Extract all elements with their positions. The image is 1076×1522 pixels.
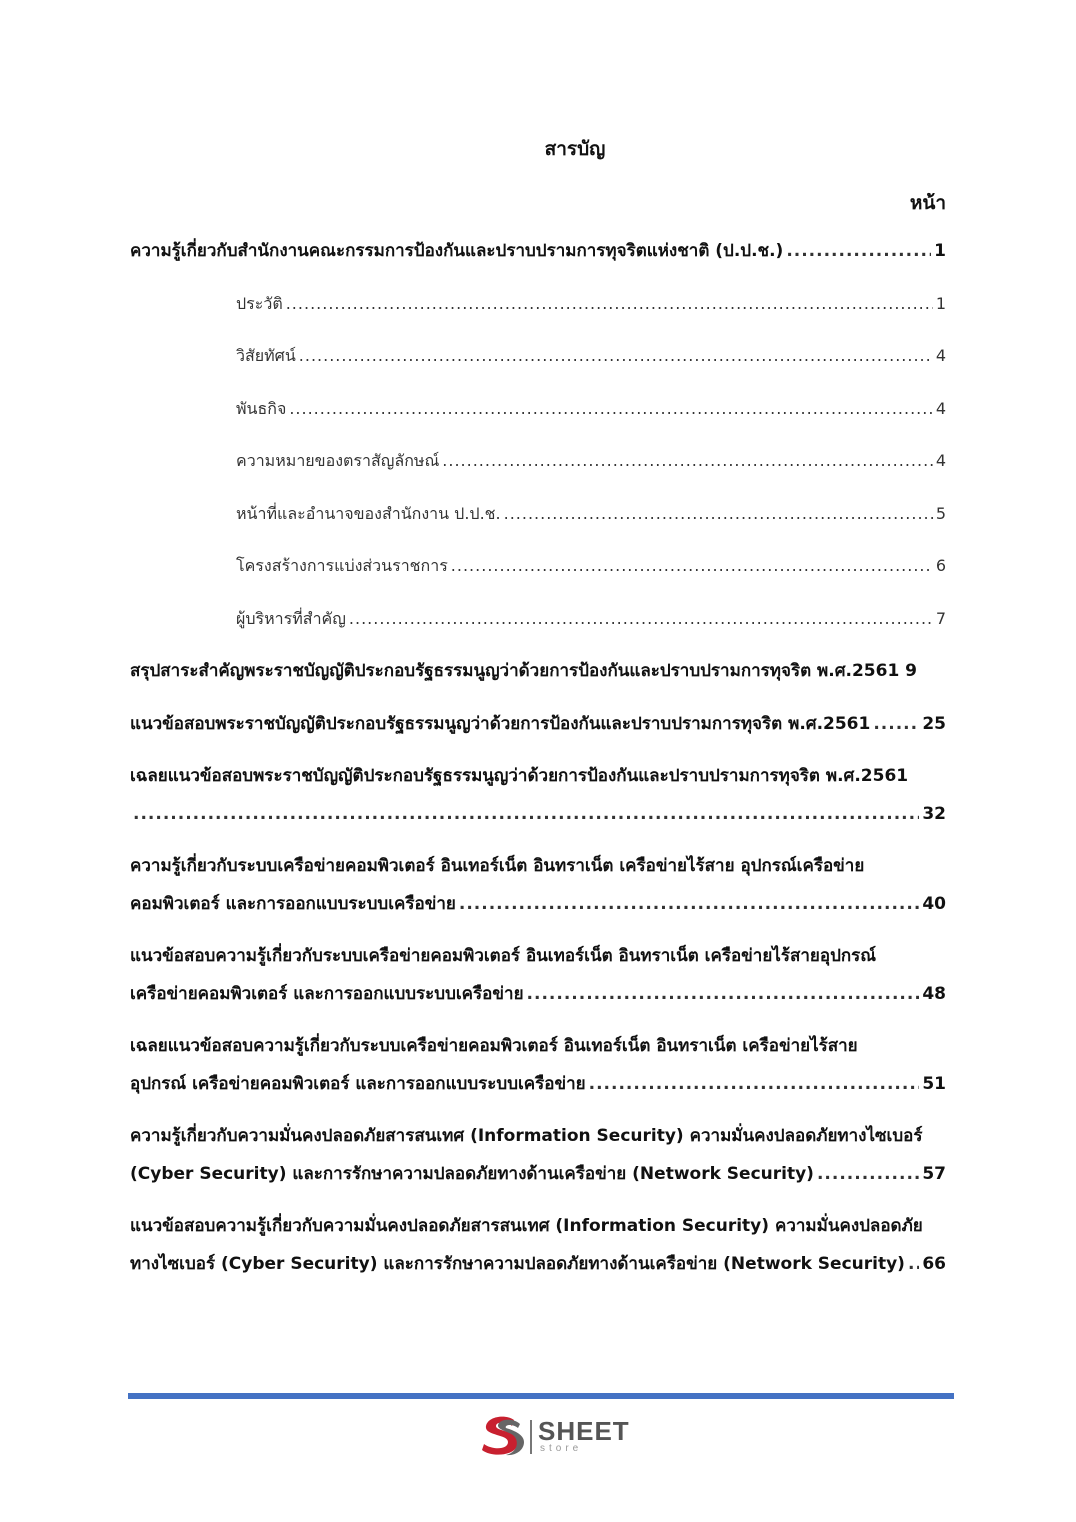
dot-leader — [589, 1065, 920, 1103]
toc-entry-text: หน้าที่และอำนาจของสำนักงาน ป.ป.ช. — [236, 504, 501, 523]
toc-entry-page: 51 — [922, 1074, 946, 1094]
toc-subentry — [236, 495, 946, 533]
toc-entry — [130, 1027, 946, 1103]
dot-leader — [299, 337, 933, 375]
toc-entry-page: 1 — [934, 241, 946, 261]
toc-subentry — [236, 547, 946, 585]
toc-entry-text-cont: คอมพิวเตอร์ และการออกแบบระบบเครือข่าย — [130, 894, 456, 914]
toc-entry-page: 4 — [935, 399, 946, 418]
toc-entry-page: 57 — [922, 1164, 946, 1184]
toc-subentry — [236, 337, 946, 375]
dot-leader — [286, 285, 933, 323]
toc-entry-page: 32 — [922, 804, 946, 824]
dot-leader — [908, 1245, 919, 1283]
toc-entry-text: วิสัยทัศน์ — [236, 346, 296, 365]
dot-leader — [289, 390, 933, 428]
dot-leader — [349, 600, 933, 638]
toc-entry-text-cont: เครือข่ายคอมพิวเตอร์ และการออกแบบระบบเครือข่าย — [130, 984, 524, 1004]
toc-entry-text-cont: ทางไซเบอร์ (Cyber Security) และการรักษาความปลอดภัยทางด้านเครือข่าย (Network Security) — [130, 1254, 905, 1274]
toc-entry-text-cont: (Cyber Security) และการรักษาความปลอดภัยทางด้านเครือข่าย (Network Security) — [130, 1164, 814, 1184]
toc-entry — [130, 757, 946, 833]
dot-leader — [873, 705, 919, 743]
toc-entry — [130, 652, 946, 690]
toc-entry-text: ผู้บริหารที่สำคัญ — [236, 609, 346, 628]
toc-entry — [130, 937, 946, 1013]
toc-entry-text: แนวข้อสอบความรู้เกี่ยวกับระบบเครือข่ายคอมพิวเตอร์ อินเทอร์เน็ต อินทราเน็ต เครือข่ายไร้สายอุปกรณ์ — [130, 946, 877, 966]
toc-entry — [130, 705, 946, 743]
toc-entry-page: 5 — [935, 504, 946, 523]
page-column-heading: หน้า — [909, 192, 946, 214]
toc-entry — [130, 232, 946, 270]
toc-entry — [130, 847, 946, 923]
toc-entry-text: แนวข้อสอบพระราชบัญญัติประกอบรัฐธรรมนูญว่าด้วยการป้องกันและปราบปรามการทุจริต พ.ศ.2561 — [130, 714, 871, 734]
dot-leader — [442, 442, 933, 480]
toc-subentry — [236, 390, 946, 428]
dot-leader — [504, 495, 933, 533]
toc-title: สารบัญ — [544, 138, 606, 160]
toc-entry-text: ความรู้เกี่ยวกับสำนักงานคณะกรรมการป้องกันและปราบปรามการทุจริตแห่งชาติ (ป.ป.ช.) — [130, 241, 784, 261]
toc-entry-page: 66 — [922, 1254, 946, 1274]
toc-entry-page: 48 — [922, 984, 946, 1004]
toc-entry-page: 25 — [922, 714, 946, 734]
toc-entry-page: 7 — [935, 609, 946, 628]
toc-entry-page: 4 — [935, 451, 946, 470]
toc-entry-page: 40 — [922, 894, 946, 914]
toc-entry-text: เฉลยแนวข้อสอบพระราชบัญญัติประกอบรัฐธรรมนูญว่าด้วยการป้องกันและปราบปรามการทุจริต พ.ศ.2561 — [130, 766, 909, 786]
toc-subentry — [236, 442, 946, 480]
footer-rule — [128, 1393, 954, 1399]
toc-entry-text: เฉลยแนวข้อสอบความรู้เกี่ยวกับระบบเครือข่ายคอมพิวเตอร์ อินเทอร์เน็ต อินทราเน็ต เครือข่ายไร้สาย — [130, 1036, 858, 1056]
toc-entry-page: 1 — [935, 294, 946, 313]
toc-entry-text: ความหมายของตราสัญลักษณ์ — [236, 451, 440, 470]
sheet-store-s-icon — [478, 1412, 528, 1458]
toc-subentry — [236, 600, 946, 638]
toc-entry-text: แนวข้อสอบความรู้เกี่ยวกับความมั่นคงปลอดภัยสารสนเทศ (Information Security) ความมั่นคงปลอดภัย — [130, 1216, 923, 1236]
toc-entry — [130, 1117, 946, 1193]
dot-leader — [817, 1155, 919, 1193]
logo-divider — [530, 1420, 532, 1454]
toc-entry-text: ความรู้เกี่ยวกับความมั่นคงปลอดภัยสารสนเทศ (Information Security) ความมั่นคงปลอดภัยทางไซเบอร์ — [130, 1126, 923, 1146]
sheet-store-logo — [478, 1412, 628, 1458]
toc-entry-text-cont: อุปกรณ์ เครือข่ายคอมพิวเตอร์ และการออกแบบระบบเครือข่าย — [130, 1074, 586, 1094]
toc-entry-text: ความรู้เกี่ยวกับระบบเครือข่ายคอมพิวเตอร์ อินเทอร์เน็ต อินทราเน็ต เครือข่ายไร้สาย อุปกรณ์เครือข่าย — [130, 856, 865, 876]
logo-subtext: store — [540, 1443, 583, 1454]
toc-entry-page: 6 — [935, 556, 946, 575]
dot-leader — [133, 795, 919, 833]
dot-leader — [786, 232, 931, 270]
dot-leader — [527, 975, 920, 1013]
toc-entry-text: พันธกิจ — [236, 399, 287, 418]
dot-leader — [459, 885, 919, 923]
toc-entry-text: โครงสร้างการแบ่งส่วนราชการ — [236, 556, 448, 575]
toc-entry — [130, 1207, 946, 1283]
toc-subentry — [236, 285, 946, 323]
toc-entry-text: สรุปสาระสำคัญพระราชบัญญัติประกอบรัฐธรรมนูญว่าด้วยการป้องกันและปราบปรามการทุจริต พ.ศ.2561 9 — [130, 661, 918, 681]
toc-entry-text: ประวัติ — [236, 294, 283, 313]
toc-entry-page: 4 — [935, 346, 946, 365]
logo-wordmark: SHEET — [538, 1416, 630, 1446]
dot-leader — [451, 547, 933, 585]
